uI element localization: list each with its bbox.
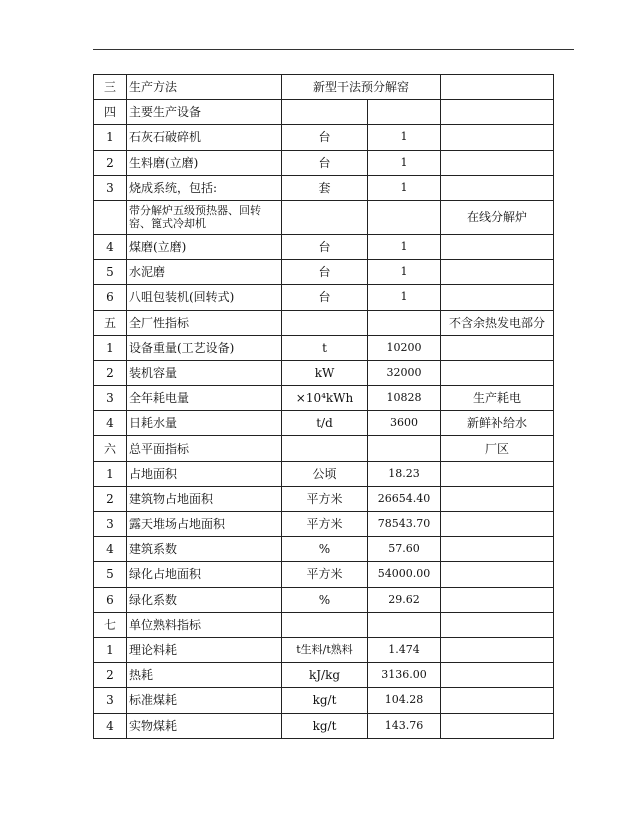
row-quantity xyxy=(368,100,441,125)
table-row xyxy=(94,713,554,738)
row-quantity: 1 xyxy=(368,150,441,175)
table-row xyxy=(94,310,554,335)
row-unit: kg/t xyxy=(282,713,368,738)
row-number: 3 xyxy=(94,386,127,411)
row-number: 5 xyxy=(94,260,127,285)
row-number: 六 xyxy=(94,436,127,461)
row-note: 在线分解炉 xyxy=(441,200,554,234)
row-number: 三 xyxy=(94,75,127,100)
row-note: 厂区 xyxy=(441,436,554,461)
row-number: 3 xyxy=(94,688,127,713)
row-name: 单位熟料指标 xyxy=(127,612,282,637)
row-note xyxy=(441,335,554,360)
row-unit: t xyxy=(282,335,368,360)
row-name: 带分解炉五级预热器、回转窑、篦式冷却机 xyxy=(127,200,282,234)
row-name: 总平面指标 xyxy=(127,436,282,461)
row-note xyxy=(441,486,554,511)
row-name: 标准煤耗 xyxy=(127,688,282,713)
row-unit xyxy=(282,200,368,234)
table-row xyxy=(94,335,554,360)
table-row xyxy=(94,562,554,587)
table-row xyxy=(94,688,554,713)
row-name: 主要生产设备 xyxy=(127,100,282,125)
table-row xyxy=(94,175,554,200)
row-number: 2 xyxy=(94,360,127,385)
table-row xyxy=(94,200,554,234)
row-number: 4 xyxy=(94,537,127,562)
row-note xyxy=(441,125,554,150)
row-unit: ×10⁴kWh xyxy=(282,386,368,411)
row-note xyxy=(441,688,554,713)
row-unit: 台 xyxy=(282,260,368,285)
table-row xyxy=(94,537,554,562)
table-row xyxy=(94,486,554,511)
row-unit: kg/t xyxy=(282,688,368,713)
row-unit xyxy=(282,612,368,637)
row-number: 2 xyxy=(94,486,127,511)
row-number: 4 xyxy=(94,411,127,436)
row-name: 装机容量 xyxy=(127,360,282,385)
row-note xyxy=(441,461,554,486)
row-number: 1 xyxy=(94,125,127,150)
row-note xyxy=(441,260,554,285)
row-quantity xyxy=(368,436,441,461)
row-name: 露天堆场占地面积 xyxy=(127,512,282,537)
row-quantity: 18.23 xyxy=(368,461,441,486)
row-quantity: 3600 xyxy=(368,411,441,436)
row-name: 占地面积 xyxy=(127,461,282,486)
row-note xyxy=(441,75,554,100)
row-quantity: 54000.00 xyxy=(368,562,441,587)
row-unit xyxy=(282,310,368,335)
row-quantity: 32000 xyxy=(368,360,441,385)
row-name: 热耗 xyxy=(127,663,282,688)
row-unit: % xyxy=(282,587,368,612)
row-number: 1 xyxy=(94,335,127,360)
row-unit: 套 xyxy=(282,175,368,200)
row-note: 新鲜补给水 xyxy=(441,411,554,436)
table-row xyxy=(94,100,554,125)
row-quantity: 29.62 xyxy=(368,587,441,612)
row-name: 理论料耗 xyxy=(127,637,282,662)
row-note xyxy=(441,150,554,175)
table-row xyxy=(94,512,554,537)
table-row xyxy=(94,285,554,310)
row-name: 石灰石破碎机 xyxy=(127,125,282,150)
row-name: 生料磨(立磨) xyxy=(127,150,282,175)
row-name: 日耗水量 xyxy=(127,411,282,436)
row-unit: 台 xyxy=(282,285,368,310)
row-note: 不含余热发电部分 xyxy=(441,310,554,335)
row-name: 建筑物占地面积 xyxy=(127,486,282,511)
table-row xyxy=(94,360,554,385)
row-note xyxy=(441,234,554,259)
row-name: 八咀包装机(回转式) xyxy=(127,285,282,310)
row-unit xyxy=(282,100,368,125)
row-name: 生产方法 xyxy=(127,75,282,100)
row-note xyxy=(441,663,554,688)
row-unit: 平方米 xyxy=(282,486,368,511)
table-row xyxy=(94,386,554,411)
row-name: 绿化系数 xyxy=(127,587,282,612)
row-number: 5 xyxy=(94,562,127,587)
table-row xyxy=(94,663,554,688)
row-number: 6 xyxy=(94,285,127,310)
spec-table xyxy=(93,74,554,739)
row-note xyxy=(441,612,554,637)
table-row xyxy=(94,461,554,486)
row-name: 绿化占地面积 xyxy=(127,562,282,587)
row-unit: t/d xyxy=(282,411,368,436)
row-number: 五 xyxy=(94,310,127,335)
row-quantity: 3136.00 xyxy=(368,663,441,688)
row-note xyxy=(441,562,554,587)
table-row xyxy=(94,436,554,461)
row-quantity: 10200 xyxy=(368,335,441,360)
row-unit: 台 xyxy=(282,234,368,259)
row-name: 烧成系统，包括: xyxy=(127,175,282,200)
table-row xyxy=(94,587,554,612)
row-name: 全厂性指标 xyxy=(127,310,282,335)
table-row xyxy=(94,75,554,100)
row-note xyxy=(441,100,554,125)
row-name: 实物煤耗 xyxy=(127,713,282,738)
row-quantity: 1 xyxy=(368,125,441,150)
row-number: 1 xyxy=(94,461,127,486)
table-row xyxy=(94,612,554,637)
row-unit: kW xyxy=(282,360,368,385)
row-number: 1 xyxy=(94,637,127,662)
row-number xyxy=(94,200,127,234)
row-quantity xyxy=(368,310,441,335)
row-number: 3 xyxy=(94,175,127,200)
row-name: 煤磨(立磨) xyxy=(127,234,282,259)
row-quantity: 1 xyxy=(368,175,441,200)
row-note xyxy=(441,587,554,612)
row-note xyxy=(441,537,554,562)
row-unit: 台 xyxy=(282,150,368,175)
row-note: 生产耗电 xyxy=(441,386,554,411)
row-number: 4 xyxy=(94,234,127,259)
row-number: 四 xyxy=(94,100,127,125)
row-number: 2 xyxy=(94,150,127,175)
row-quantity: 1 xyxy=(368,234,441,259)
row-quantity: 10828 xyxy=(368,386,441,411)
row-unit: 台 xyxy=(282,125,368,150)
row-quantity: 78543.70 xyxy=(368,512,441,537)
row-number: 七 xyxy=(94,612,127,637)
row-note xyxy=(441,285,554,310)
row-name: 全年耗电量 xyxy=(127,386,282,411)
table-row xyxy=(94,637,554,662)
row-note xyxy=(441,637,554,662)
row-note xyxy=(441,512,554,537)
row-note xyxy=(441,713,554,738)
table-row xyxy=(94,260,554,285)
row-method: 新型干法预分解窑 xyxy=(282,75,441,100)
row-quantity: 1 xyxy=(368,285,441,310)
row-number: 2 xyxy=(94,663,127,688)
row-quantity xyxy=(368,200,441,234)
row-note xyxy=(441,360,554,385)
row-name: 建筑系数 xyxy=(127,537,282,562)
row-number: 4 xyxy=(94,713,127,738)
row-quantity xyxy=(368,612,441,637)
header-rule xyxy=(93,49,574,50)
row-unit: t生料/t熟料 xyxy=(282,637,368,662)
row-unit: 平方米 xyxy=(282,512,368,537)
row-unit: 公顷 xyxy=(282,461,368,486)
row-quantity: 26654.40 xyxy=(368,486,441,511)
row-quantity: 104.28 xyxy=(368,688,441,713)
row-quantity: 143.76 xyxy=(368,713,441,738)
row-unit: 平方米 xyxy=(282,562,368,587)
row-note xyxy=(441,175,554,200)
row-number: 6 xyxy=(94,587,127,612)
table-row xyxy=(94,150,554,175)
row-quantity: 1.474 xyxy=(368,637,441,662)
row-quantity: 1 xyxy=(368,260,441,285)
row-number: 3 xyxy=(94,512,127,537)
row-name: 水泥磨 xyxy=(127,260,282,285)
table-row xyxy=(94,411,554,436)
row-name: 设备重量(工艺设备) xyxy=(127,335,282,360)
row-unit: kJ/kg xyxy=(282,663,368,688)
row-unit: % xyxy=(282,537,368,562)
table-row xyxy=(94,125,554,150)
row-quantity: 57.60 xyxy=(368,537,441,562)
row-unit xyxy=(282,436,368,461)
table-row xyxy=(94,234,554,259)
